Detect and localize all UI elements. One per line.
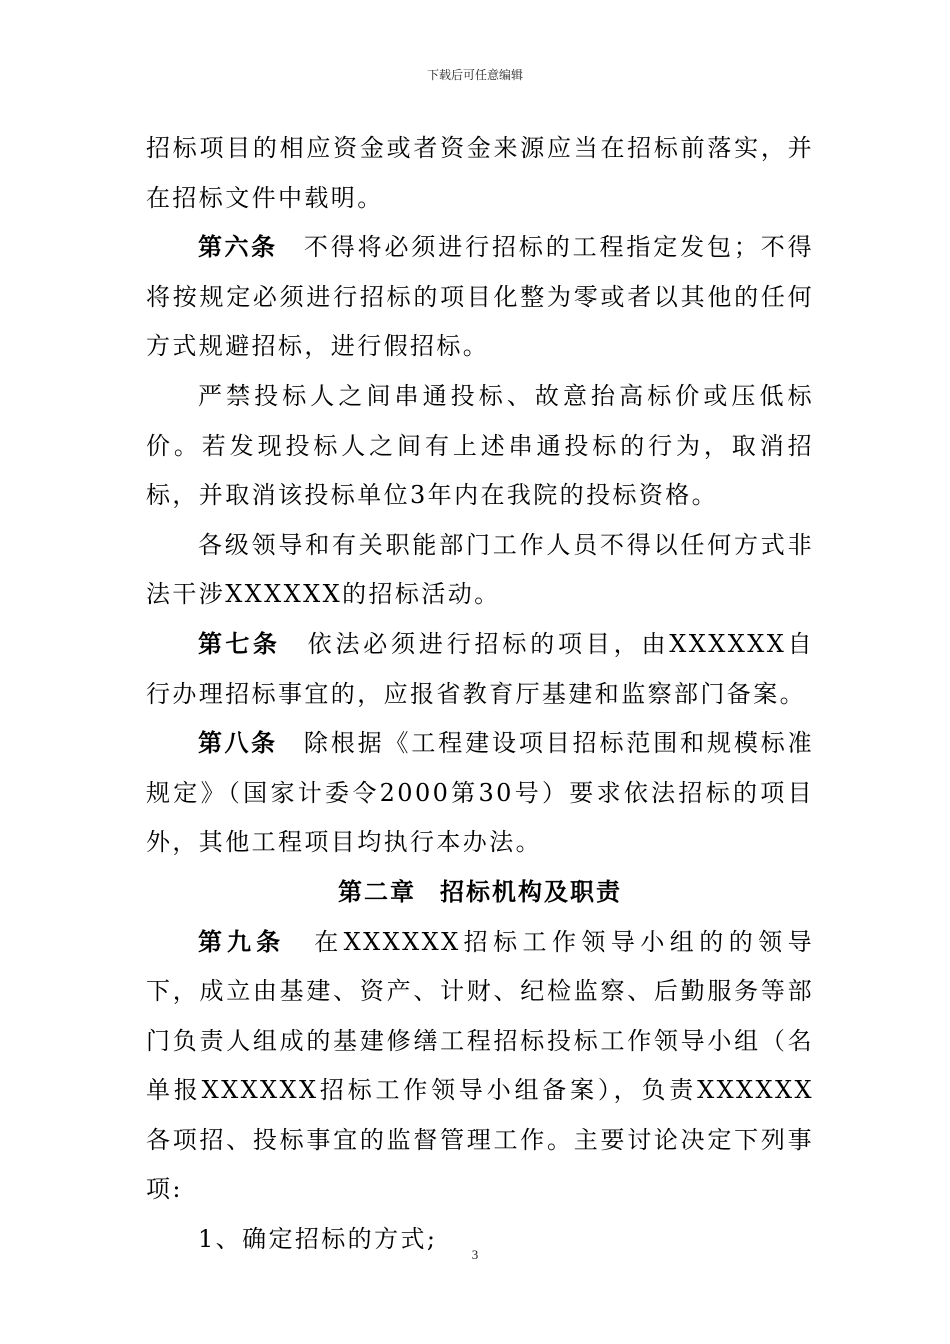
article-8 — [146, 719, 814, 868]
article-9-text: 在XXXXXX招标工作领导小组的的领导下，成立由基建、资产、计财、纪检监察、后勤服务等部门负责人组成的基建修缮工程招标投标工作领导小组（名单报XXXXXX招标工作领导小组备案），负责XXXXXX各项招、投标事宜的监督管理工作。主要讨论决定下列事项: — [146, 927, 814, 1204]
page-header: 下载后可任意编辑 — [426, 68, 523, 82]
page-number: 3 — [471, 1247, 479, 1262]
article-7-title: 第七条 — [198, 629, 281, 658]
paragraph-funding: 招标项目的相应资金或者资金来源应当在招标前落实，并在招标文件中载明。 — [146, 134, 814, 212]
paragraph-interference: 各级领导和有关职能部门工作人员不得以任何方式非法干涉XXXXXX的招标活动。 — [146, 530, 814, 609]
list-item-1: 1、确定招标的方式; — [198, 1225, 438, 1254]
article-7 — [146, 620, 814, 719]
chapter-heading — [146, 868, 814, 918]
article-9 — [146, 918, 814, 1216]
article-7-text: 依法必须进行招标的项目，由XXXXXX自行办理招标事宜的，应报省教育厅基建和监察部门备案。 — [146, 629, 815, 708]
article-6-text: 不得将必须进行招标的工程指定发包；不得将按规定必须进行招标的项目化整为零或者以其他的任何方式规避招标，进行假招标。 — [146, 233, 814, 361]
article-6-title: 第六条 — [198, 233, 278, 262]
article-8-text: 除根据《工程建设项目招标范围和规模标准规定》（国家计委令2000第30号）要求依法招标的项目外，其他工程项目均执行本办法。 — [146, 729, 814, 857]
document-body — [146, 124, 814, 1265]
article-6 — [146, 223, 814, 372]
article-8-title: 第八条 — [198, 729, 278, 758]
chapter-title: 招标机构及职责 — [440, 877, 622, 906]
article-9-title: 第九条 — [198, 927, 286, 956]
chapter-number: 第二章 — [338, 877, 416, 906]
paragraph-collusion: 严禁投标人之间串通投标、故意抬高标价或压低标价。若发现投标人之间有上述串通投标的行为，取消招标，并取消该投标单位3年内在我院的投标资格。 — [146, 381, 814, 510]
